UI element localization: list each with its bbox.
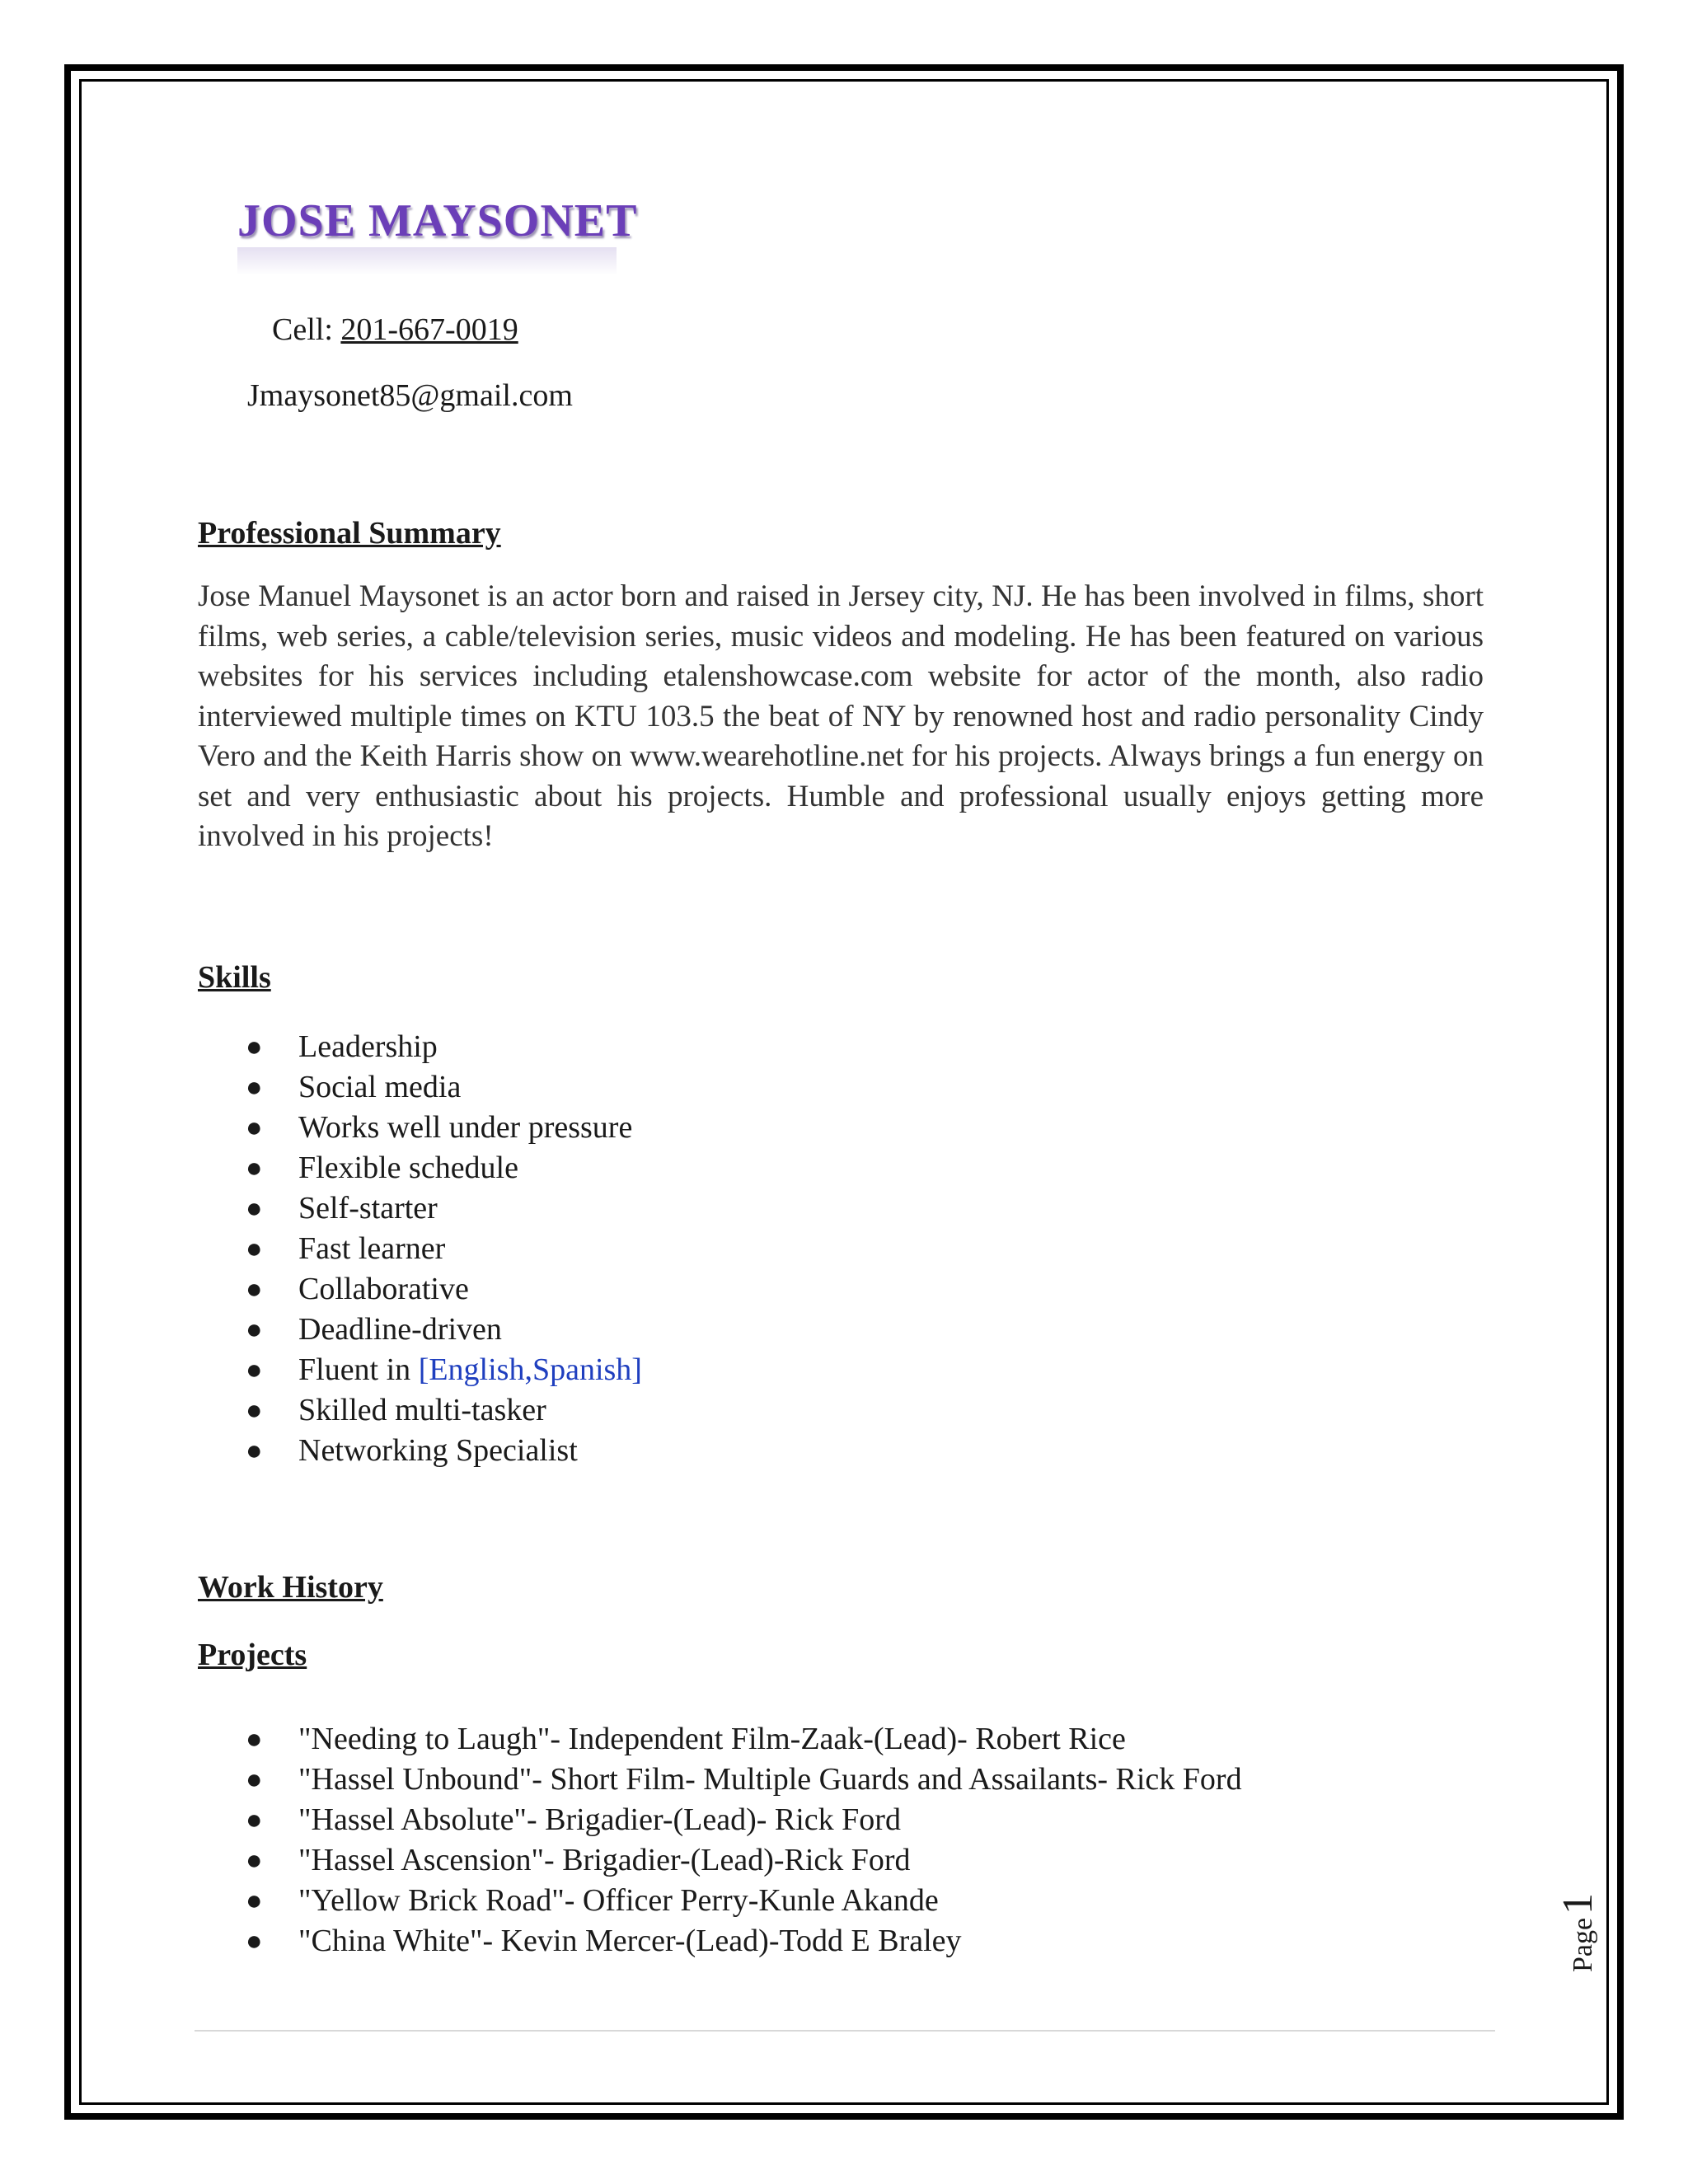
bullet-icon: ● (246, 1926, 263, 1957)
bullet-icon: ● (246, 1845, 263, 1876)
projects-heading: Projects (198, 1638, 307, 1672)
bullet-icon: ● (246, 1072, 263, 1103)
bullet-icon: ● (246, 1805, 263, 1835)
footer-divider (195, 2030, 1495, 2032)
bullet-icon: ● (246, 1274, 263, 1305)
resume-name: JOSE MAYSONET (237, 195, 638, 246)
bullet-icon: ● (246, 1153, 263, 1183)
summary-text: Jose Manuel Maysonet is an actor born and raised in Jersey city, NJ. He has been involved in films, short films, web series, a cable/television series, music videos and modeling. He has been featured on various websites for his services including etalenshowcase.com website for actor of the month, also radio interviewed multiple times on KTU 103.5 the beat of NY by renowned host and radio personality Cindy Vero and the Keith Harris show on www.wearehotline.net for his projects. Always brings a fun energy on set and very enthusiastic about his projects. Humble and professional usually enjoys getting more involved in his projects! (198, 579, 1484, 853)
summary-heading: Professional Summary (198, 516, 501, 551)
bullet-icon: ● (246, 1113, 263, 1143)
name-reflection (237, 247, 617, 275)
email-address[interactable]: Jmaysonet85@gmail.com (247, 378, 573, 413)
languages-value: [English,Spanish] (418, 1352, 642, 1387)
bullet-icon: ● (246, 1193, 263, 1224)
bullet-icon: ● (246, 1886, 263, 1916)
phone-link[interactable]: 201-667-0019 (340, 312, 518, 347)
bullet-icon: ● (246, 1234, 263, 1264)
skills-heading: Skills (198, 960, 271, 995)
bullet-icon: ● (246, 1355, 263, 1385)
cell-label: Cell: (272, 312, 333, 347)
cell-line (272, 312, 518, 348)
bullet-icon: ● (246, 1724, 263, 1755)
fluent-label: Fluent in (298, 1352, 411, 1387)
bullet-icon: ● (246, 1032, 263, 1062)
page-label: Page (1568, 1917, 1598, 1973)
bullet-icon: ● (246, 1436, 263, 1466)
page-number-value: 1 (1554, 1892, 1601, 1915)
work-history-heading: Work History (198, 1570, 383, 1605)
bullet-icon: ● (246, 1395, 263, 1426)
bullet-icon: ● (246, 1765, 263, 1795)
bullet-icon: ● (246, 1315, 263, 1345)
page-number (1554, 1892, 1644, 1973)
